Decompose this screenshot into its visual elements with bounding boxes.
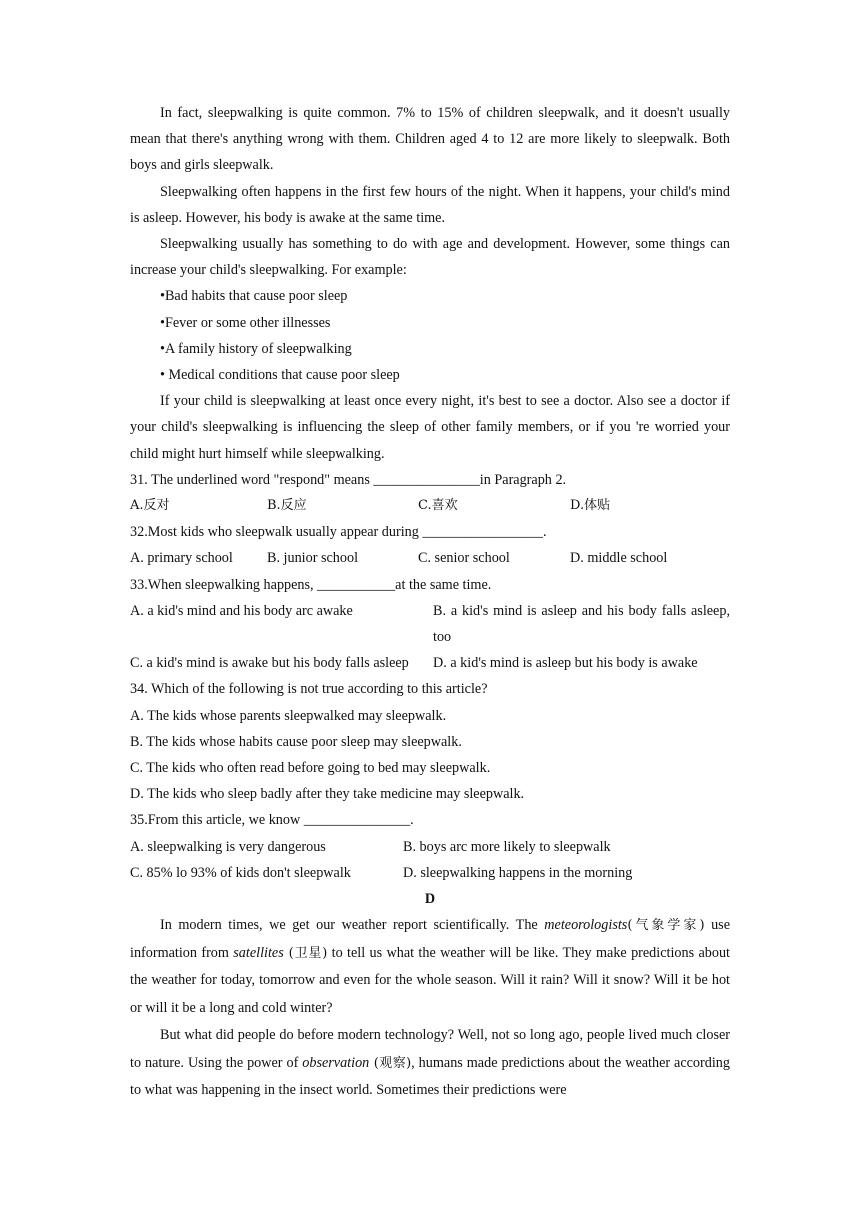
option-a: A. sleepwalking is very dangerous (130, 838, 326, 855)
text: But what did people do before modern technology? Well, not so long ago, people lived much closer to nature. Using the power of (130, 1027, 730, 1071)
bullet-item: •Bad habits that cause poor sleep (160, 288, 348, 305)
option-c: C. The kids who often read before going to bed may sleepwalk. (130, 760, 491, 777)
option-a: A. a kid's mind and his body arc awake (130, 602, 353, 619)
chinese-gloss: (卫星) (283, 945, 328, 961)
option-d: D.体贴 (570, 498, 611, 514)
option-b: B. The kids whose habits cause poor sleep may sleepwalk. (130, 733, 462, 750)
paragraph: Sleepwalking often happens in the first few hours of the night. When it happens, your child's mind is asleep. However, his body is awake at the same time. (130, 183, 730, 226)
paragraph: If your child is sleepwalking at least once every night, it's best to see a doctor. Also see a doctor if your child's sleepwalking is influencing the sleep of other family members, or if you 're worried your child might hurt himself while sleepwalking. (130, 393, 730, 462)
question-32-stem: 32.Most kids who sleepwalk usually appear during _________________. (130, 524, 547, 541)
section-heading: D (424, 891, 436, 908)
bullet-item: • Medical conditions that cause poor sleep (160, 367, 400, 384)
option-b: B. boys arc more likely to sleepwalk (403, 838, 611, 855)
option-a: A. primary school (130, 550, 233, 567)
passage-d (130, 912, 730, 1105)
question-31-options (130, 493, 730, 519)
chinese-gloss: (气象学家) (627, 918, 705, 934)
question-35-stem: 35.From this article, we know _______________. (130, 812, 414, 829)
question-31-stem: 31. The underlined word "respond" means _______________in Paragraph 2. (130, 471, 567, 488)
option-c: C. a kid's mind is awake but his body falls asleep (130, 655, 409, 672)
question-33-stem: 33.When sleepwalking happens, ___________at the same time. (130, 576, 492, 593)
bullet-item: •Fever or some other illnesses (160, 314, 331, 331)
bullet-item: •A family history of sleepwalking (160, 340, 352, 357)
question-33-options-row-1 (130, 598, 730, 650)
text: use information from (130, 917, 730, 961)
question-32-options (130, 545, 730, 571)
term: satellites (233, 944, 284, 961)
text: In modern times, we get our weather report scientifically. The (160, 917, 545, 934)
option-d: D. sleepwalking happens in the morning (403, 864, 633, 881)
question-35-options-row-1 (130, 834, 730, 860)
paragraph: In fact, sleepwalking is quite common. 7% to 15% of children sleepwalk, and it doesn't usually mean that there's anything wrong with them. Children aged 4 to 12 are more likely to sleepwalk. Both boys and girls sleepwalk. (130, 105, 730, 174)
question-33-options-row-2 (130, 650, 730, 676)
paragraph: Sleepwalking usually has something to do with age and development. However, some things can increase your child's sleepwalking. For example: (130, 236, 730, 279)
option-d: D. a kid's mind is asleep but his body is awake (433, 655, 698, 672)
option-c: C. 85% lo 93% of kids don't sleepwalk (130, 864, 351, 881)
question-34-stem: 34. Which of the following is not true according to this article? (130, 681, 488, 698)
option-b: B. junior school (267, 550, 359, 567)
paragraph (130, 1022, 730, 1105)
option-d: D. The kids who sleep badly after they take medicine may sleepwalk. (130, 786, 525, 803)
chinese-gloss: (观察) (369, 1055, 412, 1071)
text: to tell us what the weather will be like. They make predictions about the weather for today, tomorrow and even for the whole season. Will it rain? Will it snow? Will it be hot or will it be a long and cold winter? (130, 944, 730, 1016)
option-c: C. senior school (418, 550, 510, 567)
term: observation (302, 1054, 370, 1071)
option-c: C.喜欢 (418, 498, 458, 514)
option-d: D. middle school (570, 550, 668, 567)
paragraph (130, 912, 730, 1022)
option-a: A.反对 (130, 498, 170, 514)
text: , humans made predictions about the weather according to what was happening in the insect world. Sometimes their predictions were (130, 1054, 730, 1099)
term: meteorologists (544, 917, 628, 934)
option-a: A. The kids whose parents sleepwalked may sleepwalk. (130, 707, 447, 724)
document-page (130, 100, 730, 1105)
question-35-options-row-2 (130, 860, 730, 886)
option-b: B.反应 (267, 498, 307, 514)
option-b: B. a kid's mind is asleep and his body falls asleep, too (433, 602, 730, 646)
